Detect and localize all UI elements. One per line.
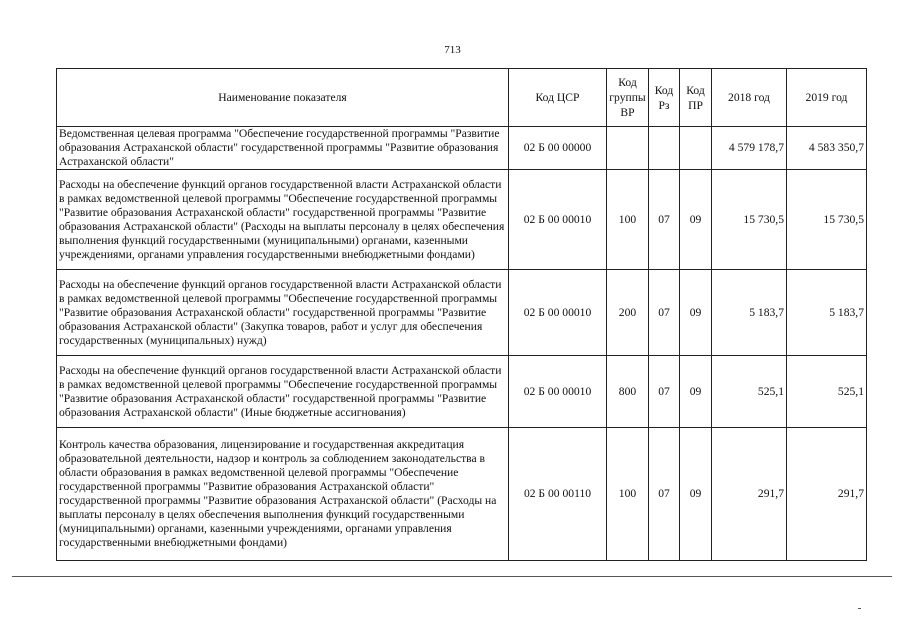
cell-2018: 4 579 178,7 [712, 127, 787, 170]
cell-vr: 800 [607, 356, 649, 428]
cell-vr: 100 [607, 170, 649, 270]
cell-rz: 07 [649, 356, 680, 428]
cell-2019: 525,1 [787, 356, 867, 428]
cell-name: Расходы на обеспечение функций органов государственной власти Астраханской области в рамках ведомственной целевой программы "Обеспечение государственной программы "Развитие образования Астраханской области" государственной программы "Развитие образования Астраханской области" (Расходы на выплаты персоналу в целях обеспечения выполнения функций государственными (муниципальными) органами, казенными учреждениями, органами управления государственными внебюджетными фондами) [57, 170, 509, 270]
cell-csr: 02 Б 00 00010 [509, 270, 607, 356]
header-vr: Код группы ВР [607, 69, 649, 127]
cell-2019: 4 583 350,7 [787, 127, 867, 170]
cell-pr: 09 [680, 356, 712, 428]
cell-2019: 291,7 [787, 428, 867, 561]
header-name: Наименование показателя [57, 69, 509, 127]
cell-rz: 07 [649, 270, 680, 356]
cell-2018: 291,7 [712, 428, 787, 561]
cell-vr: 100 [607, 428, 649, 561]
table-row [57, 356, 867, 428]
header-rz: Код Рз [649, 69, 680, 127]
cell-name: Ведомственная целевая программа "Обеспечение государственной программы "Развитие образования Астраханской области" государственной программы "Развитие образования Астраханской области" [57, 127, 509, 170]
table-row [57, 270, 867, 356]
cell-vr: 200 [607, 270, 649, 356]
cell-vr [607, 127, 649, 170]
cell-2019: 15 730,5 [787, 170, 867, 270]
header-csr: Код ЦСР [509, 69, 607, 127]
cell-name: Расходы на обеспечение функций органов государственной власти Астраханской области в рамках ведомственной целевой программы "Обеспечение государственной программы "Развитие образования Астраханской области" государственной программы "Развитие образования Астраханской области" (Закупка товаров, работ и услуг для обеспечения государственных (муниципальных) нужд) [57, 270, 509, 356]
cell-name: Контроль качества образования, лицензирование и государственная аккредитация образовательной деятельности, надзор и контроль за соблюдением законодательства в области образования в рамках ведомственной целевой программы "Обеспечение государственной программы "Развитие образования Астраханской области" государственной программы "Развитие образования Астраханской области" (Расходы на выплаты персоналу в целях обеспечения выполнения функций государственными (муниципальными) органами, казенными учреждениями, органами управления государственными внебюджетными фондами) [57, 428, 509, 561]
table-row [57, 428, 867, 561]
page-bottom-rule [12, 576, 892, 577]
header-2018: 2018 год [712, 69, 787, 127]
cell-csr: 02 Б 00 00010 [509, 356, 607, 428]
cell-csr: 02 Б 00 00010 [509, 170, 607, 270]
header-pr: Код ПР [680, 69, 712, 127]
cell-rz: 07 [649, 428, 680, 561]
cell-rz: 07 [649, 170, 680, 270]
cell-rz [649, 127, 680, 170]
cell-name: Расходы на обеспечение функций органов государственной власти Астраханской области в рамках ведомственной целевой программы "Обеспечение государственной программы "Развитие образования Астраханской области" государственной программы "Развитие образования Астраханской области" (Иные бюджетные ассигнования) [57, 356, 509, 428]
cell-pr: 09 [680, 270, 712, 356]
cell-pr [680, 127, 712, 170]
cell-csr: 02 Б 00 00000 [509, 127, 607, 170]
table-row [57, 170, 867, 270]
cell-pr: 09 [680, 428, 712, 561]
header-2019: 2019 год [787, 69, 867, 127]
table-header-row [57, 69, 867, 127]
cell-csr: 02 Б 00 00110 [509, 428, 607, 561]
cell-2018: 5 183,7 [712, 270, 787, 356]
scan-mark [858, 608, 861, 609]
budget-table [56, 68, 867, 561]
cell-2019: 5 183,7 [787, 270, 867, 356]
page-number: 713 [444, 44, 461, 56]
table-row [57, 127, 867, 170]
cell-2018: 15 730,5 [712, 170, 787, 270]
cell-pr: 09 [680, 170, 712, 270]
cell-2018: 525,1 [712, 356, 787, 428]
